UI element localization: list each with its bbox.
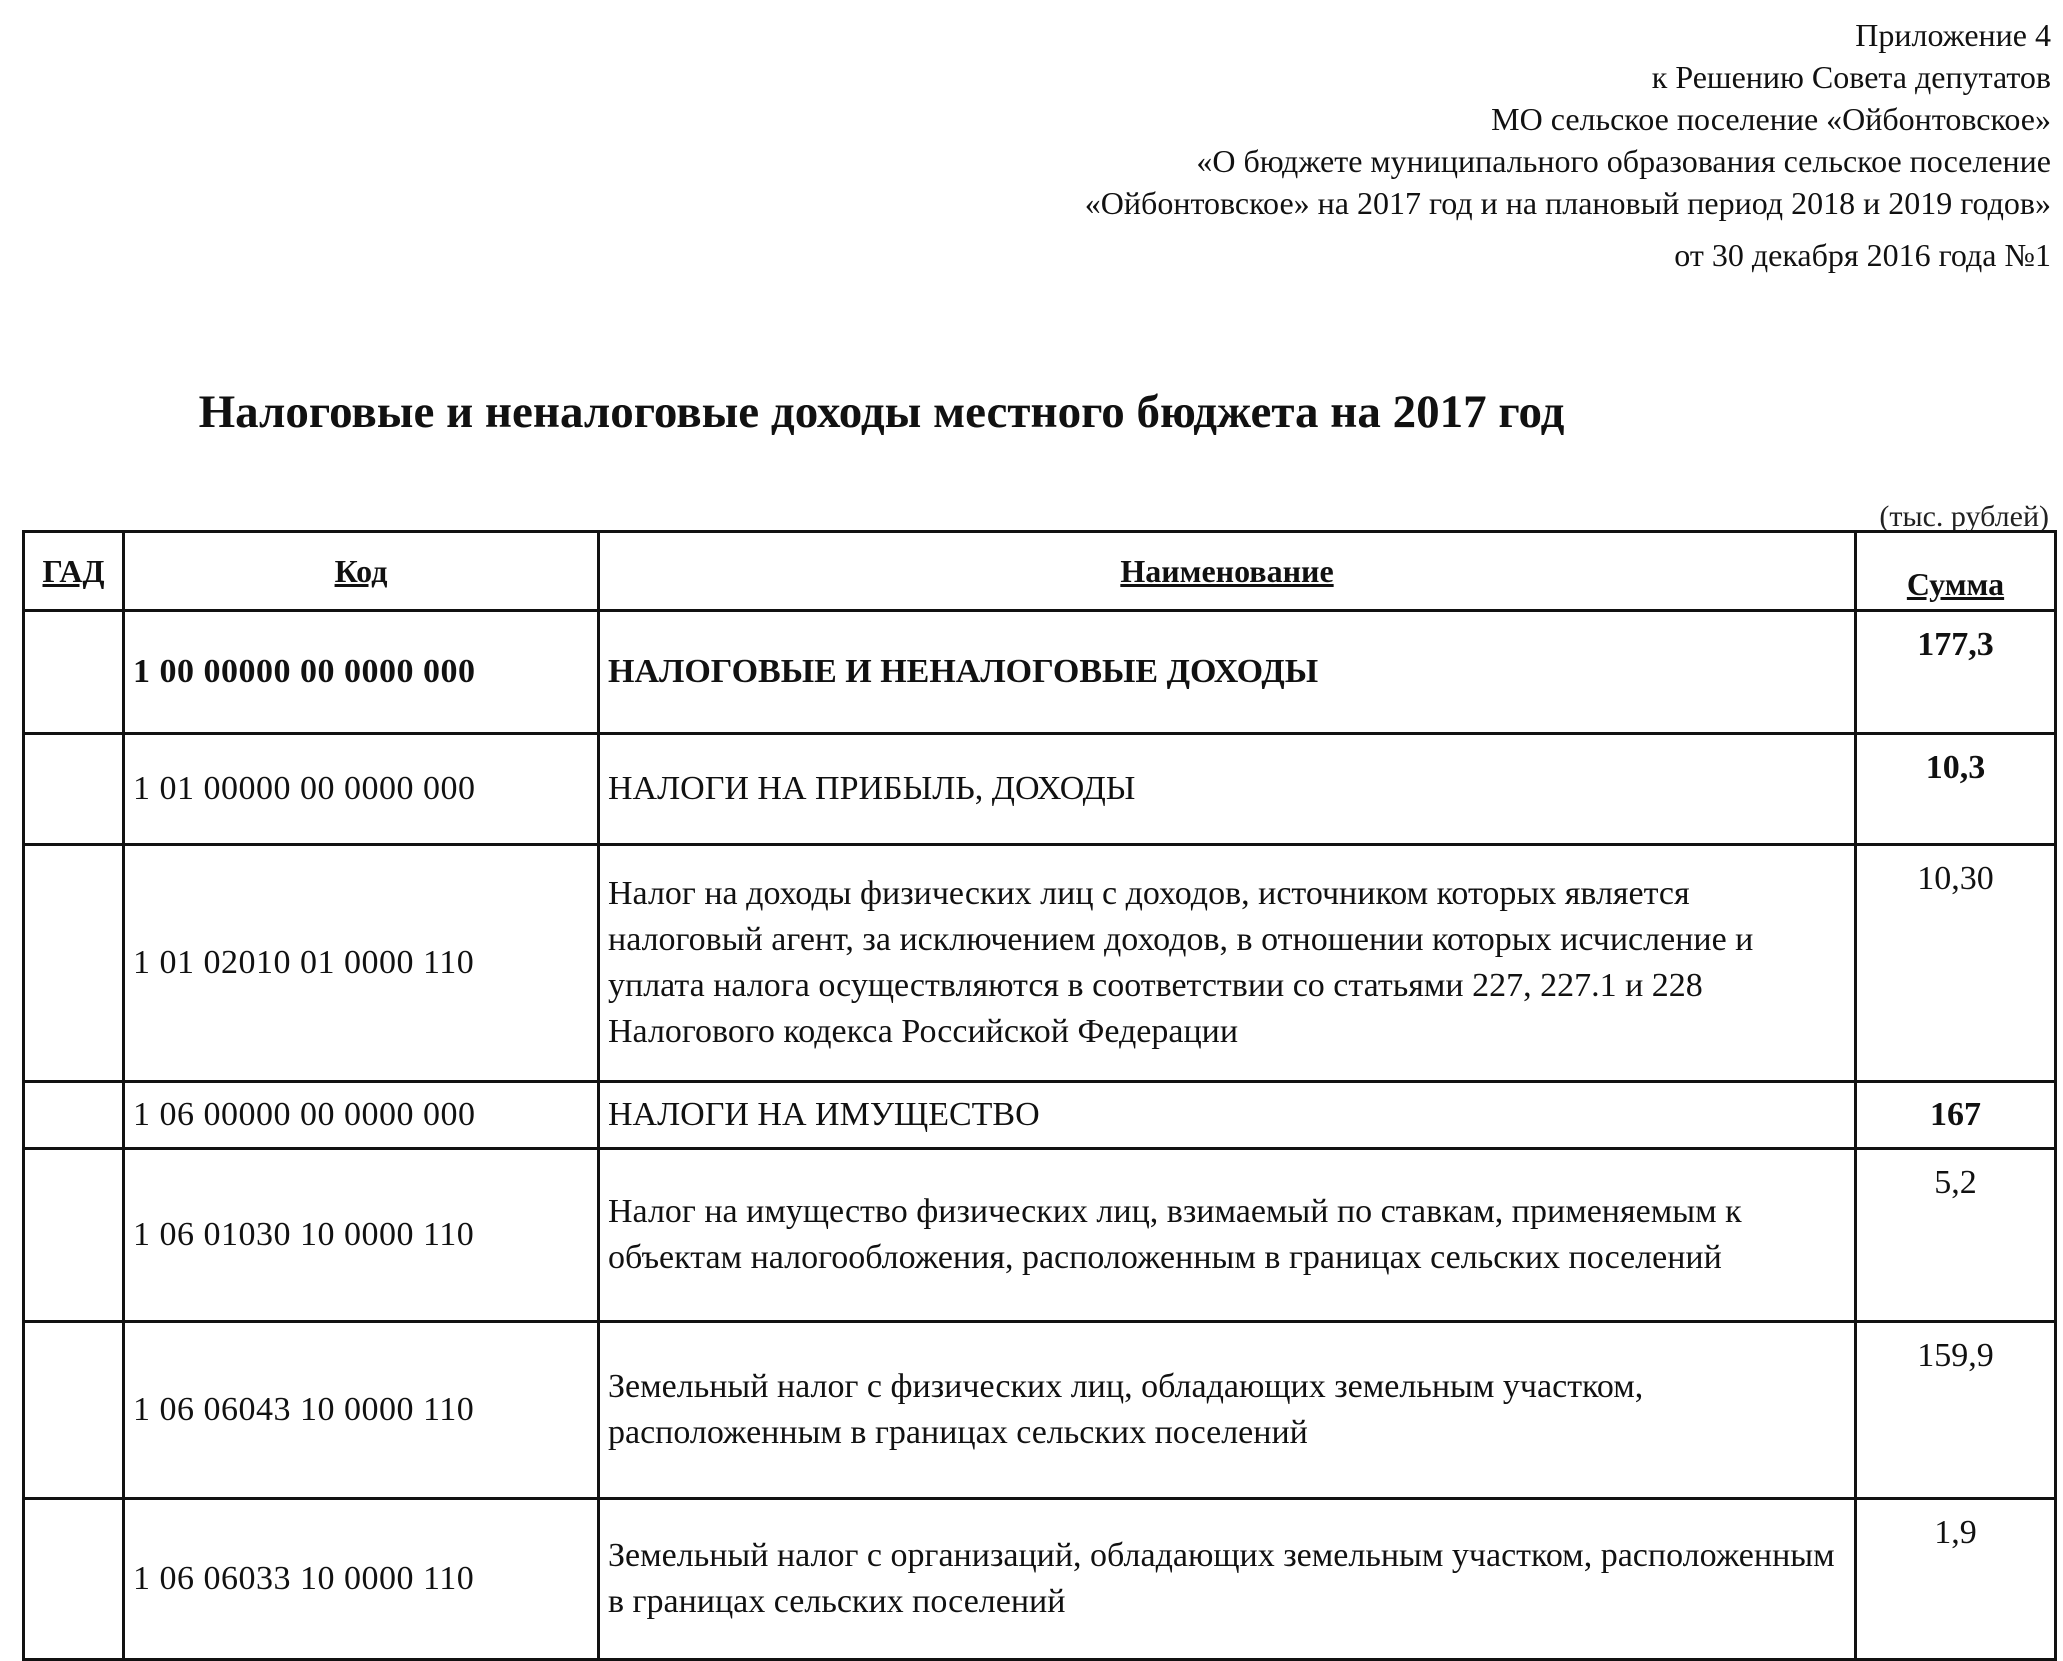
header-line-date: от 30 декабря 2016 года №1 xyxy=(1674,237,2051,273)
table-header-row xyxy=(24,532,2056,611)
cell-name: Земельный налог с организаций, обладающих земельным участком, расположенным в границах сельских поселений xyxy=(599,1499,1856,1660)
table-row xyxy=(24,1499,2056,1660)
cell-code: 1 06 01030 10 0000 110 xyxy=(124,1149,599,1322)
cell-gad xyxy=(24,845,124,1082)
column-header-code: Код xyxy=(124,532,599,611)
column-header-gad: ГАД xyxy=(24,532,124,611)
cell-gad xyxy=(24,611,124,734)
header-line-period: «Ойбонтовское» на 2017 год и на плановый период 2018 и 2019 годов» xyxy=(1084,185,2051,221)
cell-gad xyxy=(24,1322,124,1499)
cell-code: 1 01 00000 00 0000 000 xyxy=(124,734,599,845)
cell-sum: 10,30 xyxy=(1856,845,2056,1082)
cell-name: НАЛОГОВЫЕ И НЕНАЛОГОВЫЕ ДОХОДЫ xyxy=(599,611,1856,734)
cell-gad xyxy=(24,1499,124,1660)
header-line-municipality: МО сельское поселение «Ойбонтовское» xyxy=(1491,101,2051,137)
cell-code: 1 00 00000 00 0000 000 xyxy=(124,611,599,734)
cell-sum: 167 xyxy=(1856,1082,2056,1149)
cell-name: Налог на имущество физических лиц, взимаемый по ставкам, применяемым к объектам налогообложения, расположенным в границах сельских поселений xyxy=(599,1149,1856,1322)
units-label: (тыс. рублей) xyxy=(1879,500,2049,533)
table-row xyxy=(24,734,2056,845)
cell-gad xyxy=(24,1149,124,1322)
cell-code: 1 06 06043 10 0000 110 xyxy=(124,1322,599,1499)
cell-sum: 10,3 xyxy=(1856,734,2056,845)
cell-sum: 177,3 xyxy=(1856,611,2056,734)
cell-name: Налог на доходы физических лиц с доходов, источником которых является налоговый агент, за исключением доходов, в отношении которых исчисление и уплата налога осуществляются в соответствии со статьями 227, 227.1 и 228 Налогового кодекса Российской Федерации xyxy=(599,845,1856,1082)
table-row xyxy=(24,1082,2056,1149)
cell-gad xyxy=(24,734,124,845)
cell-code: 1 06 00000 00 0000 000 xyxy=(124,1082,599,1149)
table-row xyxy=(24,1322,2056,1499)
cell-code: 1 06 06033 10 0000 110 xyxy=(124,1499,599,1660)
document-header xyxy=(751,14,2051,276)
header-line-budget: «О бюджете муниципального образования сельское поселение xyxy=(1196,143,2051,179)
column-header-name: Наименование xyxy=(599,532,1856,611)
cell-sum: 5,2 xyxy=(1856,1149,2056,1322)
table-row xyxy=(24,611,2056,734)
cell-name: НАЛОГИ НА ИМУЩЕСТВО xyxy=(599,1082,1856,1149)
header-line-appendix: Приложение 4 xyxy=(1855,17,2051,53)
cell-gad xyxy=(24,1082,124,1149)
table-row xyxy=(24,845,2056,1082)
cell-name: Земельный налог с физических лиц, обладающих земельным участком, расположенным в границах сельских поселений xyxy=(599,1322,1856,1499)
column-header-sum: Сумма xyxy=(1856,532,2056,611)
cell-sum: 1,9 xyxy=(1856,1499,2056,1660)
cell-name: НАЛОГИ НА ПРИБЫЛЬ, ДОХОДЫ xyxy=(599,734,1856,845)
cell-sum: 159,9 xyxy=(1856,1322,2056,1499)
header-line-decision: к Решению Совета депутатов xyxy=(1651,59,2051,95)
cell-code: 1 01 02010 01 0000 110 xyxy=(124,845,599,1082)
table-row xyxy=(24,1149,2056,1322)
document-title: Налоговые и неналоговые доходы местного бюджета на 2017 год xyxy=(198,386,1565,438)
revenue-table xyxy=(22,530,2057,1661)
